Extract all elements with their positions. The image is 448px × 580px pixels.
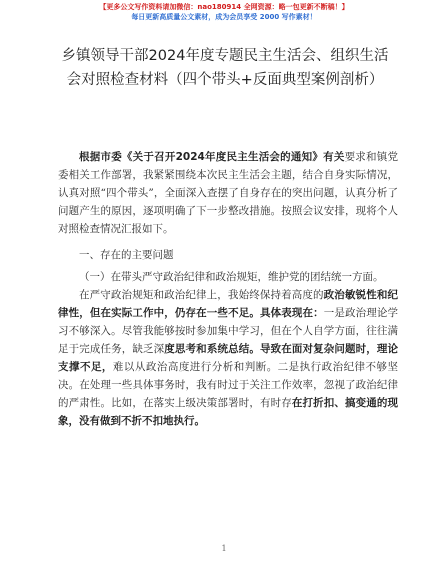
intro-text: 要求和镇党委相关工作部署，我紧紧围绕本次民主生活会主题，结合自身实际情况，认真对照“四个带头”，全面深入查摆了自身存在的突出问题，认真分析了问题产生的原因，逐项明确了下一步整改措施。按照会议安排，现将个人对照检查情况汇报如下。 — [58, 151, 398, 235]
document-body — [58, 148, 398, 430]
paragraph-bold-2: 度思考和系统总结。导致在面对复杂问题时，理论支撑不足， — [58, 343, 399, 373]
intro-paragraph — [58, 148, 398, 238]
section-heading: 一、存在的主要问题 — [79, 249, 174, 261]
paragraph-text-1: 在严守政治规矩和政治纪律上，我始终保持着高度的 — [79, 289, 324, 301]
paragraph-bold-3: 在打折扣、搞变通的现象，没有做到不折不扣地执行。 — [58, 397, 399, 427]
subsection-heading: （一）在带头严守政治纪律和政治规矩，维护党的团结统一方面。 — [79, 271, 384, 283]
page-number: 1 — [221, 544, 227, 553]
paragraph-text-2: 一是政治理论学习不够深入。尽管我能够按时参加集中学习，但在个人自学方面，往往满足于完成任务，缺乏深 — [58, 307, 399, 355]
paragraph-text-3: 难以从政治高度进行分析和判断。二是执行政治纪律不够坚决。在处理一些具体事务时，我有时过于关注工作效率，忽视了政治纪律的严肃性。比如，在落实上级决策部署时，有时存 — [58, 361, 399, 409]
promo-banner-line-2: 每日更新高质量公文素材，成为会员享受 2000 写作素材！ — [131, 13, 317, 21]
document-title: 乡镇领导干部2024年度专题民主生活会、组织生活会对照检查材料（四个带头+反面典型案例剖析） — [61, 48, 389, 88]
paragraph-bold-1: 政治敏锐性和纪律性，但在实际工作中，仍存在一些不足。具体表现在： — [58, 289, 398, 319]
intro-bold-text: 根据市委《关于召开2024年度民主生活会的通知》有关 — [79, 151, 345, 163]
promo-banner-line-1: 【更多公文写作资料请加微信：nao180914 全网资源：略一包更新不断稿！】 — [99, 3, 349, 11]
body-paragraph — [58, 286, 398, 430]
